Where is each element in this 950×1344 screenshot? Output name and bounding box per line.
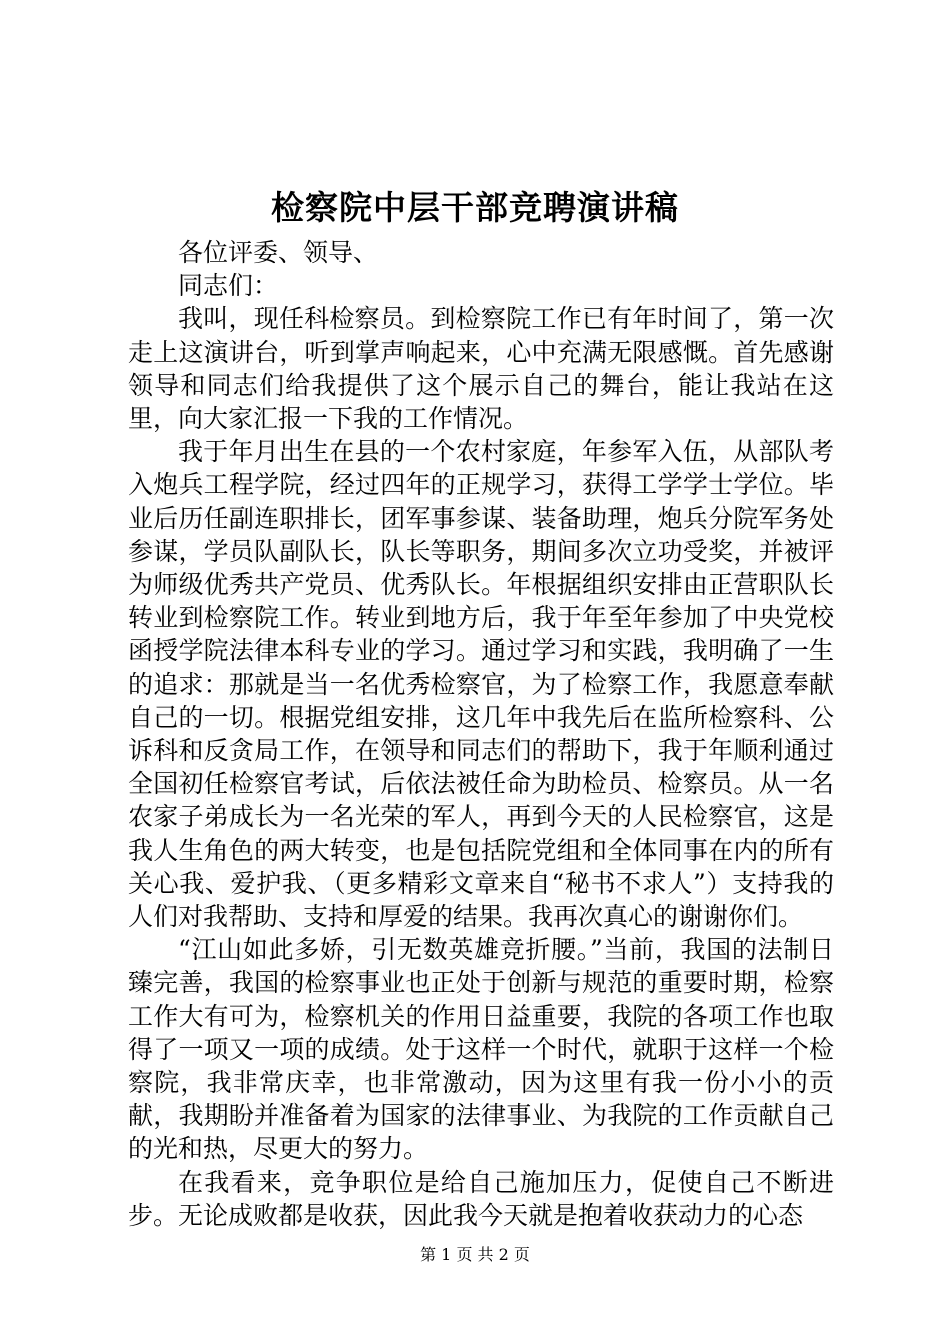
salutation-line-2: 同志们： [178,271,279,301]
paragraph-competition: 在我看来，竞争职位是给自己施加压力，促使自己不断进步。无论成败都是收获，因此我今天就是抱着收获动力的心态 [128,1167,834,1230]
paragraph-era: “江山如此多娇，引无数英雄竞折腰。”当前，我国的法制日臻完善，我国的检察事业也正处于创新与规范的重要时期，检察工作大有可为，检察机关的作用日益重要，我院的各项工作也取得了一项又一项的成绩。处于这样一个时代，就职于这样一个检察院，我非常庆幸，也非常激动，因为这里有我一份小小的贡献，我期盼并准备着为国家的法律事业、为我院的工作贡献自己的光和热，尽更大的努力。 [128,935,834,1164]
page-footer: 第 1 页 共 2 页 [420,1245,530,1264]
document-body [128,236,834,1232]
salutation-line-1: 各位评委、领导、 [178,238,379,267]
paragraph-biography: 我于年月出生在县的一个农村家庭，年参军入伍，从部队考入炮兵工程学院，经过四年的正规学习，获得工学学士学位。毕业后历任副连职排长，团军事参谋、装备助理，炮兵分院军务处参谋，学员队副队长，队长等职务，期间多次立功受奖，并被评为师级优秀共产党员、优秀队长。年根据组织安排由正营职队长转业到检察院工作。转业到地方后，我于年至年参加了中央党校函授学院法律本科专业的学习。通过学习和实践，我明确了一生的追求：那就是当一名优秀检察官，为了检察工作，我愿意奉献自己的一切。根据党组安排，这几年中我先后在监所检察科、公诉科和反贪局工作，在领导和同志们的帮助下，我于年顺利通过全国初任检察官考试，后依法被任命为助检员、检察员。从一名农家子弟成长为一名光荣的军人，再到今天的人民检察官，这是我人生角色的两大转变，也是包括院党组和全体同事在内的所有关心我、爱护我、（更多精彩文章来自“秘书不求人”）支持我的人们对我帮助、支持和厚爱的结果。我再次真心的谢谢你们。 [128,437,834,932]
paragraph-intro: 我叫，现任科检察员。到检察院工作已有年时间了，第一次走上这演讲台，听到掌声响起来，心中充满无限感慨。首先感谢领导和同志们给我提供了这个展示自己的舞台，能让我站在这里，向大家汇报一下我的工作情况。 [128,304,834,434]
document-title: 检察院中层干部竞聘演讲稿 [271,188,679,227]
